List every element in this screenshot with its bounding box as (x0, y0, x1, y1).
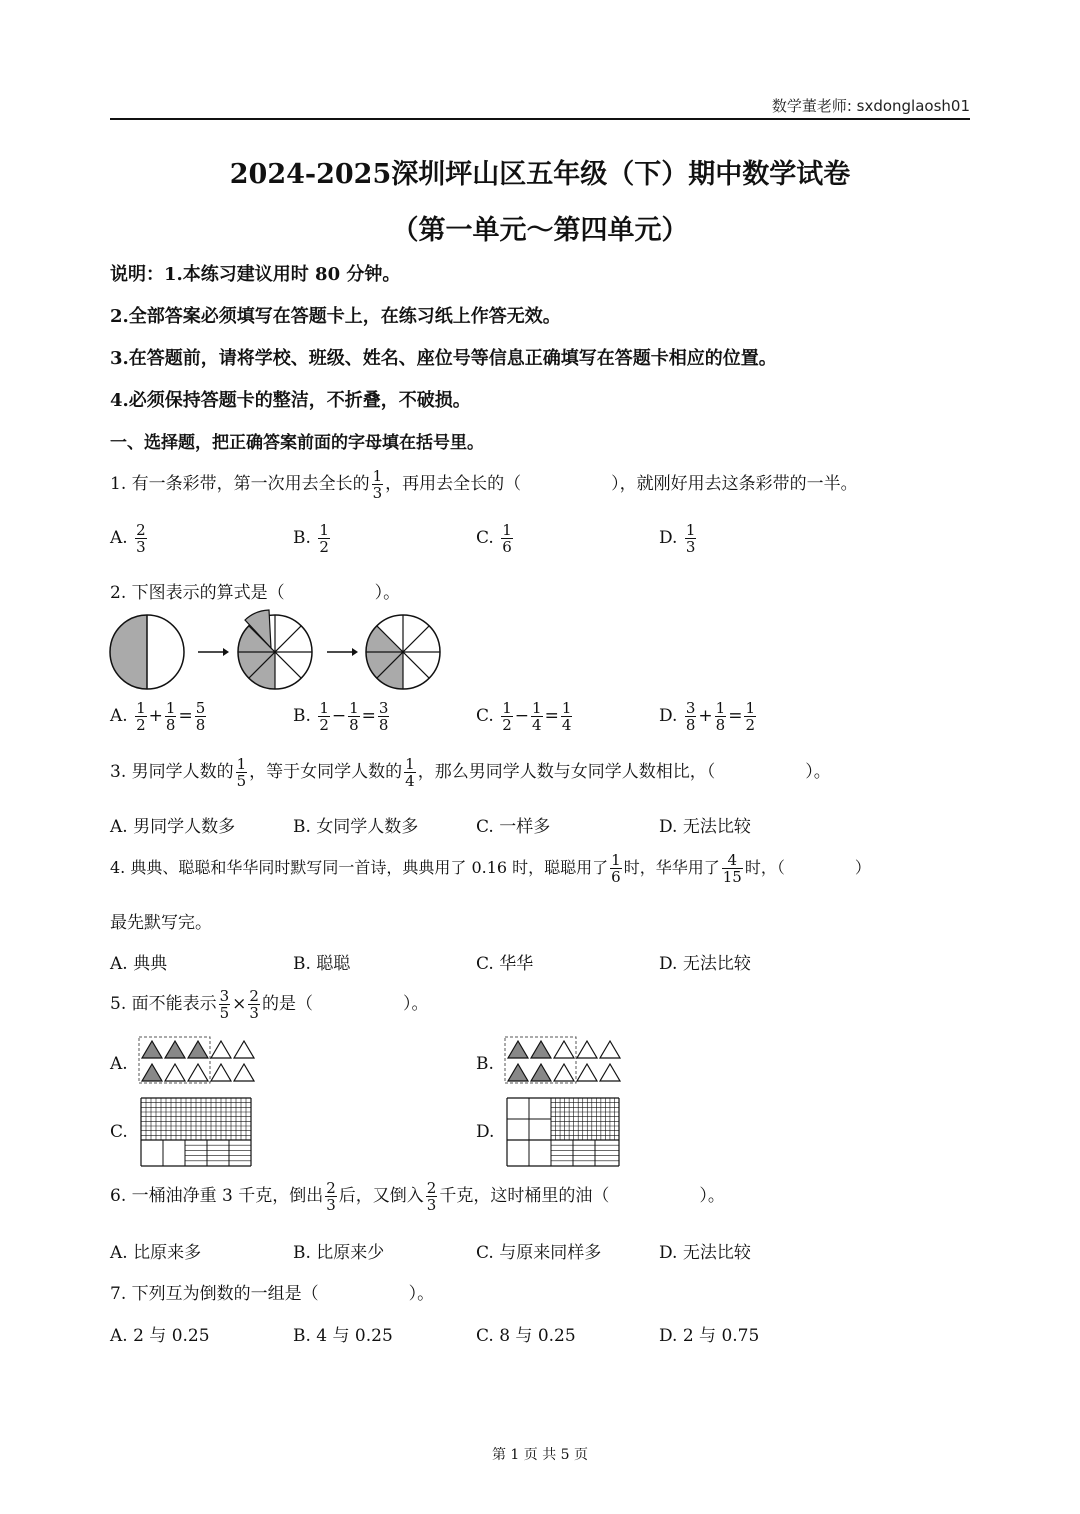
q6-option-a[interactable]: A. 比原来多 (110, 1243, 202, 1263)
instruction-1: 说明：1.本练习建议用时 80 分钟。 (110, 264, 401, 285)
q6-option-d[interactable]: D. 无法比较 (659, 1243, 751, 1263)
question-3: 3. 男同学人数的 $\frac{1}{5}$ ，等于女同学人数的 $\frac{1}{4}$ ，那么男同学人数与女同学人数相比，（ ）。 (110, 755, 831, 790)
q7-option-a[interactable]: A. 2 与 0.25 (110, 1326, 210, 1346)
header-teacher: 数学董老师: sxdonglaosh01 (771, 97, 970, 115)
q4-option-d[interactable]: D. 无法比较 (659, 954, 751, 974)
q7-option-c[interactable]: C. 8 与 0.25 (476, 1326, 576, 1346)
arrow-icon (327, 648, 358, 656)
instruction-3: 3.在答题前，请将学校、班级、姓名、座位号等信息正确填写在答题卡相应的位置。 (110, 348, 777, 369)
q1-option-c[interactable]: C. $\frac{1}{6}$ (476, 521, 512, 556)
question-1: 1. 有一条彩带，第一次用去全长的 $\frac{1}{3}$ ，再用去全长的（ ），就刚好用去这条彩带的一半。 (110, 467, 858, 502)
q3-option-a[interactable]: A. 男同学人数多 (110, 817, 236, 837)
q3-option-b[interactable]: B. 女同学人数多 (293, 817, 419, 837)
q6-option-c[interactable]: C. 与原来同样多 (476, 1243, 602, 1263)
q6-option-b[interactable]: B. 比原来少 (293, 1243, 385, 1263)
q5-option-b-label[interactable]: B. (476, 1054, 494, 1074)
half-circle (110, 615, 184, 689)
q3-option-d[interactable]: D. 无法比较 (659, 817, 751, 837)
page-title: 2024-2025深圳坪山区五年级（下）期中数学试卷 (229, 159, 851, 190)
q2-option-b[interactable]: B. $\frac{1}{2}$ − $\frac{1}{8}$ = $\frac{3}{8}$ (293, 699, 389, 734)
q5-option-d-grid[interactable] (506, 1097, 620, 1167)
q5-option-c-grid[interactable] (140, 1097, 252, 1167)
arrow-icon (198, 648, 229, 656)
question-6: 6. 一桶油净重 3 千克，倒出 $\frac{2}{3}$ 后，又倒入 $\frac{2}{3}$ 千克，这时桶里的油（ ）。 (110, 1179, 725, 1214)
q7-option-d[interactable]: D. 2 与 0.75 (659, 1326, 760, 1346)
eighths-circle-result (366, 615, 440, 689)
q2-option-d[interactable]: D. $\frac{3}{8}$ + $\frac{1}{8}$ = $\frac{1}{2}$ (659, 699, 755, 734)
page-subtitle: （第一单元～第四单元） (391, 215, 689, 246)
question-4-line2: 最先默写完。 (110, 913, 212, 933)
q1-option-d[interactable]: D. $\frac{1}{3}$ (659, 521, 696, 556)
q4-option-b[interactable]: B. 聪聪 (293, 954, 351, 974)
q3-option-c[interactable]: C. 一样多 (476, 817, 551, 837)
q2-option-c[interactable]: C. $\frac{1}{2}$ − $\frac{1}{4}$ = $\frac{1}{4}$ (476, 699, 572, 734)
q7-option-b[interactable]: B. 4 与 0.25 (293, 1326, 393, 1346)
question-2: 2. 下图表示的算式是（ ）。 (110, 583, 401, 603)
instruction-4: 4.必须保持答题卡的整洁，不折叠，不破损。 (110, 390, 471, 411)
q1-option-b[interactable]: B. $\frac{1}{2}$ (293, 521, 329, 556)
q5-option-a-label[interactable]: A. (110, 1054, 128, 1074)
header-rule (110, 118, 970, 120)
q4-option-a[interactable]: A. 典典 (110, 954, 168, 974)
q5-option-a-triangles[interactable] (138, 1036, 263, 1086)
q2-option-a[interactable]: A. $\frac{1}{2}$ + $\frac{1}{8}$ = $\frac{5}{8}$ (110, 699, 206, 734)
page-footer: 第 1 页 共 5 页 (491, 1447, 589, 1463)
section-heading: 一、选择题，把正确答案前面的字母填在括号里。 (110, 433, 484, 453)
question-7: 7. 下列互为倒数的一组是（ ）。 (110, 1284, 435, 1304)
fraction: $\frac{1}{3}$ (372, 467, 383, 502)
q4-option-c[interactable]: C. 华华 (476, 954, 534, 974)
q5-option-b-triangles[interactable] (504, 1036, 629, 1086)
q2-circle-diagram (105, 608, 450, 696)
eighths-circle-removed (238, 610, 312, 689)
q5-option-c-label[interactable]: C. (110, 1122, 128, 1142)
q5-option-d-label[interactable]: D. (476, 1122, 495, 1142)
q1-option-a[interactable]: A. $\frac{2}{3}$ (110, 521, 146, 556)
instruction-2: 2.全部答案必须填写在答题卡上，在练习纸上作答无效。 (110, 306, 561, 327)
question-5: 5. 面不能表示 $\frac{3}{5}$ × $\frac{2}{3}$ 的是（ ）。 (110, 987, 429, 1022)
question-4: 4. 典典、聪聪和华华同时默写同一首诗，典典用了 0.16 时，聪聪用了 $\frac{1}{6}$ 时，华华用了 $\frac{4}{15}$ 时，（ ） (110, 851, 871, 886)
